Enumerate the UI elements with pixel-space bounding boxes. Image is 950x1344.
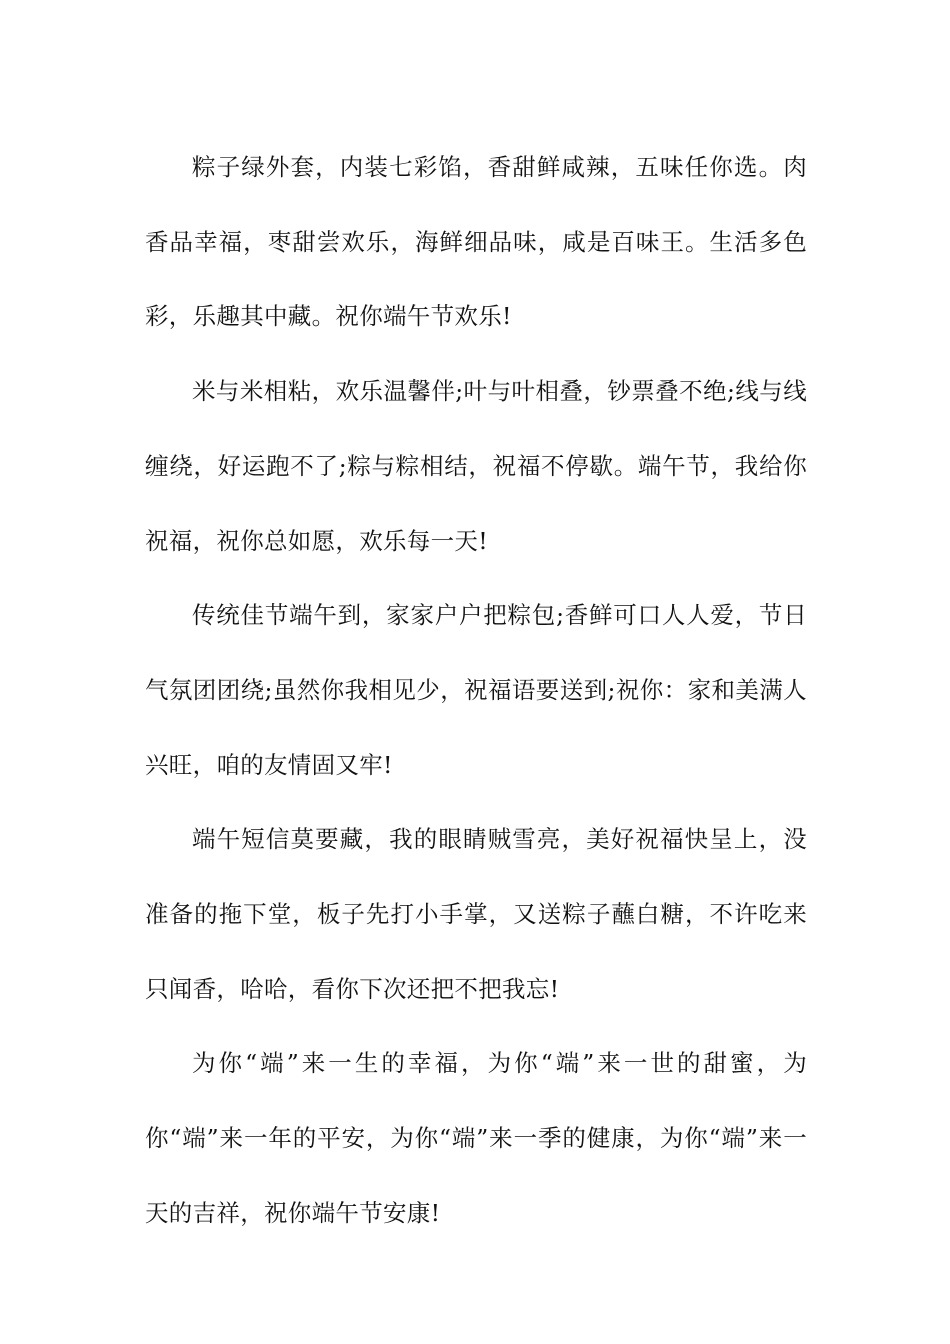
paragraph-3: 传统佳节端午到，家家户户把粽包;香鲜可口人人爱，节日气氛团团绕;虽然你我相见少，祝福语要送到;祝你：家和美满人兴旺，咱的友情固又牢!: [145, 601, 807, 779]
paragraph-5: 为你“端”来一生的幸福，为你“端”来一世的甜蜜，为你“端”来一年的平安，为你“端”来一季的健康，为你“端”来一天的吉祥，祝你端午节安康!: [145, 1049, 807, 1227]
document-body: [145, 130, 807, 1251]
paragraph-4: 端午短信莫要藏，我的眼睛贼雪亮，美好祝福快呈上，没准备的拖下堂，板子先打小手掌，又送粽子蘸白糖，不许吃来只闻香，哈哈，看你下次还把不把我忘!: [145, 825, 807, 1003]
paragraph-1: 粽子绿外套，内装七彩馅，香甜鲜咸辣，五味任你选。肉香品幸福，枣甜尝欢乐，海鲜细品味，咸是百味王。生活多色彩，乐趣其中藏。祝你端午节欢乐!: [145, 153, 807, 331]
paragraph-2: 米与米相粘，欢乐温馨伴;叶与叶相叠，钞票叠不绝;线与线缠绕，好运跑不了;粽与粽相结，祝福不停歇。端午节，我给你祝福，祝你总如愿，欢乐每一天!: [145, 377, 807, 555]
